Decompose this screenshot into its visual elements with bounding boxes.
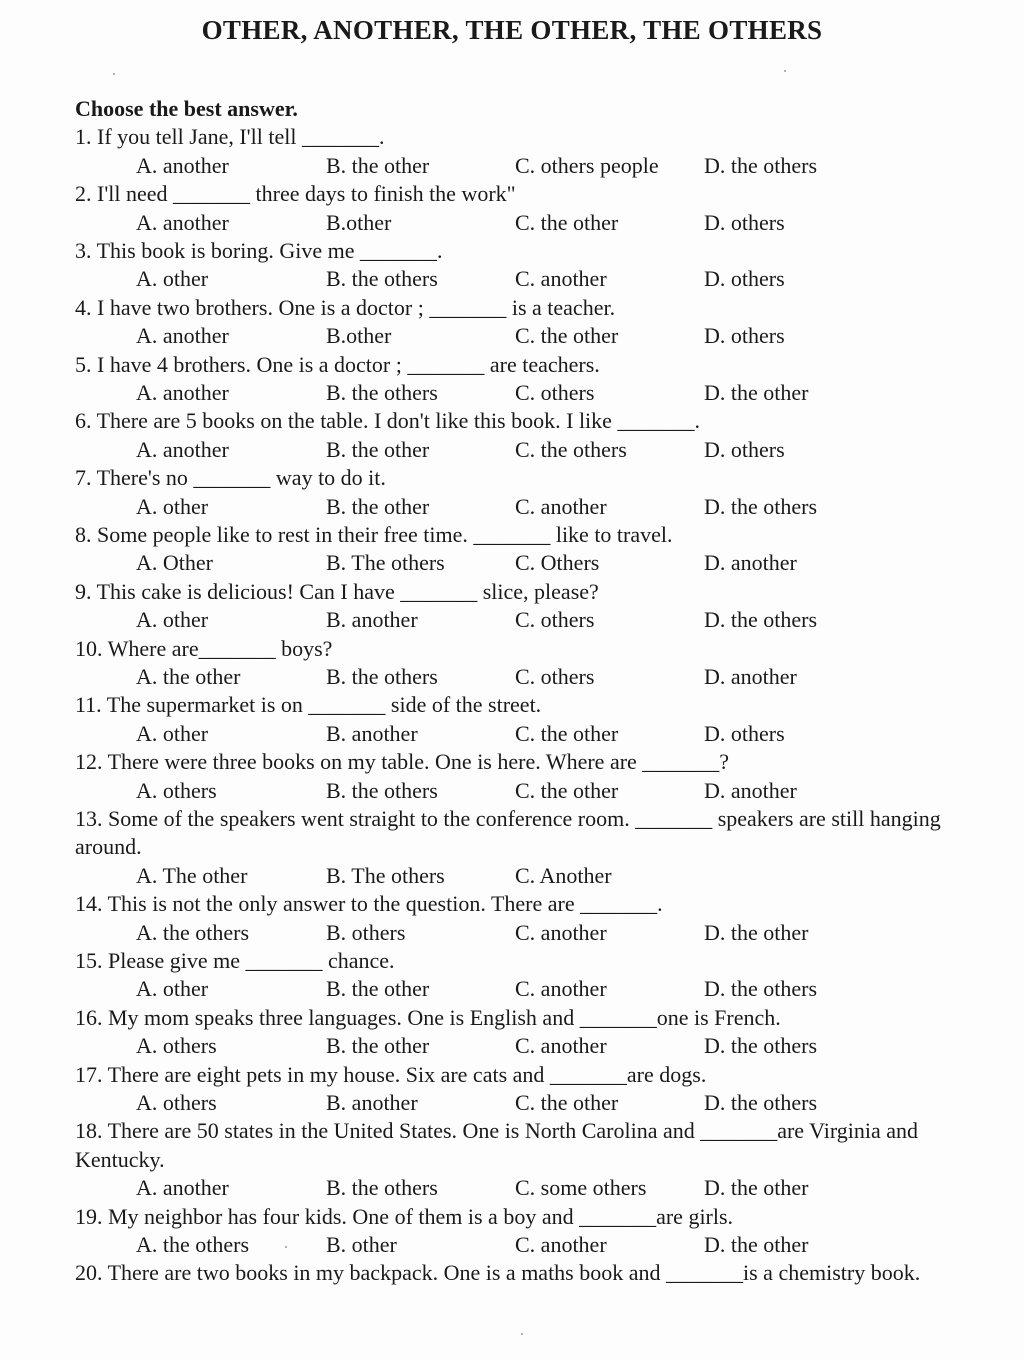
option-d: D. another bbox=[704, 663, 797, 689]
option-c: C. others bbox=[515, 663, 595, 689]
option-a: A. others bbox=[136, 1089, 217, 1115]
question-item bbox=[75, 123, 985, 180]
page-title: OTHER, ANOTHER, THE OTHER, THE OTHERS bbox=[201, 15, 823, 45]
option-b: B. the others bbox=[326, 663, 438, 689]
option-b: B. another bbox=[326, 1089, 418, 1115]
option-d: D. the others bbox=[704, 152, 818, 178]
option-d: D. another bbox=[704, 550, 797, 576]
option-c: C. another bbox=[515, 493, 607, 519]
option-b: B. another bbox=[326, 607, 418, 633]
question-item bbox=[75, 180, 985, 237]
option-c: C. the other bbox=[515, 209, 619, 235]
scan-speck bbox=[521, 1333, 523, 1335]
question-item bbox=[75, 521, 985, 578]
scan-speck bbox=[285, 1246, 287, 1248]
question-item bbox=[75, 464, 985, 521]
option-b: B. other bbox=[326, 1231, 397, 1257]
answer-options bbox=[75, 549, 985, 577]
option-d: D. the other bbox=[704, 1231, 809, 1257]
answer-options bbox=[75, 493, 985, 521]
option-a: A. The other bbox=[136, 862, 248, 888]
option-d: D. others bbox=[704, 720, 785, 746]
option-d: D. the others bbox=[704, 976, 818, 1002]
option-a: A. the others bbox=[136, 919, 250, 945]
option-d: D. the others bbox=[704, 493, 818, 519]
question-text: 13. Some of the speakers went straight to the conference room. _______ speakers are still hanging around. bbox=[75, 805, 941, 860]
question-text: 5. I have 4 brothers. One is a doctor ; _______ are teachers. bbox=[75, 351, 600, 377]
question-item bbox=[75, 691, 985, 748]
option-d: D. the others bbox=[704, 607, 818, 633]
answer-options bbox=[75, 1089, 985, 1117]
option-c: C. the other bbox=[515, 323, 619, 349]
option-b: B. the other bbox=[326, 493, 430, 519]
option-b: B.other bbox=[326, 323, 392, 349]
question-item bbox=[75, 1259, 985, 1287]
answer-options bbox=[75, 265, 985, 293]
option-a: A. Other bbox=[136, 550, 213, 576]
option-c: C. others bbox=[515, 607, 595, 633]
option-b: B. the other bbox=[326, 436, 430, 462]
option-a: A. others bbox=[136, 1033, 217, 1059]
option-c: C. another bbox=[515, 919, 607, 945]
answer-options bbox=[75, 720, 985, 748]
option-d: D. others bbox=[704, 323, 785, 349]
question-item bbox=[75, 294, 985, 351]
worksheet bbox=[75, 95, 985, 1288]
question-item bbox=[75, 748, 985, 805]
option-d: D. others bbox=[704, 436, 785, 462]
option-a: A. other bbox=[136, 607, 209, 633]
question-item bbox=[75, 1004, 985, 1061]
option-a: A. another bbox=[136, 323, 229, 349]
question-text: 11. The supermarket is on _______ side of the street. bbox=[75, 692, 542, 718]
question-item bbox=[75, 635, 985, 692]
option-a: A. another bbox=[136, 209, 229, 235]
question-item bbox=[75, 1203, 985, 1260]
question-text: 4. I have two brothers. One is a doctor ; _______ is a teacher. bbox=[75, 294, 616, 320]
option-d: D. others bbox=[704, 266, 785, 292]
question-item bbox=[75, 237, 985, 294]
option-c: C. another bbox=[515, 1231, 607, 1257]
option-a: A. another bbox=[136, 152, 229, 178]
option-c: C. the others bbox=[515, 436, 627, 462]
option-b: B. the others bbox=[326, 266, 438, 292]
answer-options bbox=[75, 862, 985, 890]
option-b: B. others bbox=[326, 919, 406, 945]
question-item bbox=[75, 805, 985, 890]
option-b: B. The others bbox=[326, 862, 445, 888]
question-text: 1. If you tell Jane, I'll tell _______. bbox=[75, 124, 385, 150]
scan-speck bbox=[784, 70, 786, 72]
option-b: B. the others bbox=[326, 1175, 438, 1201]
question-text: 10. Where are_______ boys? bbox=[75, 635, 333, 661]
option-b: B. the others bbox=[326, 379, 438, 405]
option-d: D. the other bbox=[704, 919, 809, 945]
option-c: C. the other bbox=[515, 777, 619, 803]
question-text: 7. There's no _______ way to do it. bbox=[75, 465, 386, 491]
question-text: 15. Please give me _______ chance. bbox=[75, 947, 395, 973]
option-c: C. Another bbox=[515, 862, 612, 888]
answer-options bbox=[75, 1174, 985, 1202]
option-c: C. some others bbox=[515, 1175, 647, 1201]
option-a: A. other bbox=[136, 266, 209, 292]
option-a: A. other bbox=[136, 493, 209, 519]
question-text: 18. There are 50 states in the United States. One is North Carolina and _______are Virginia and Kentucky. bbox=[75, 1118, 919, 1172]
option-c: C. another bbox=[515, 1033, 607, 1059]
instruction: Choose the best answer. bbox=[75, 96, 298, 121]
scan-speck bbox=[113, 73, 115, 75]
question-text: 12. There were three books on my table. One is here. Where are _______? bbox=[75, 749, 730, 775]
question-item bbox=[75, 1117, 985, 1202]
option-a: A. others bbox=[136, 777, 217, 803]
option-a: A. the others bbox=[136, 1231, 250, 1257]
question-text: 8. Some people like to rest in their free time. _______ like to travel. bbox=[75, 521, 673, 547]
option-a: A. another bbox=[136, 1175, 229, 1201]
option-c: C. others people bbox=[515, 152, 659, 178]
option-d: D. the other bbox=[704, 1175, 809, 1201]
answer-options bbox=[75, 322, 985, 350]
answer-options bbox=[75, 606, 985, 634]
question-item bbox=[75, 1061, 985, 1118]
option-a: A. another bbox=[136, 379, 229, 405]
answer-options bbox=[75, 209, 985, 237]
option-a: A. other bbox=[136, 720, 209, 746]
option-a: A. the other bbox=[136, 663, 241, 689]
option-c: C. others bbox=[515, 379, 595, 405]
option-d: D. another bbox=[704, 777, 797, 803]
answer-options bbox=[75, 975, 985, 1003]
option-d: D. others bbox=[704, 209, 785, 235]
option-d: D. the others bbox=[704, 1089, 818, 1115]
answer-options bbox=[75, 663, 985, 691]
question-text: 6. There are 5 books on the table. I don't like this book. I like _______. bbox=[75, 408, 700, 434]
option-c: C. the other bbox=[515, 720, 619, 746]
question-list bbox=[75, 123, 985, 1287]
answer-options bbox=[75, 777, 985, 805]
option-b: B. another bbox=[326, 720, 418, 746]
option-d: D. the other bbox=[704, 379, 809, 405]
question-item bbox=[75, 890, 985, 947]
answer-options bbox=[75, 436, 985, 464]
question-text: 2. I'll need _______ three days to finish the work" bbox=[75, 181, 516, 207]
answer-options bbox=[75, 379, 985, 407]
option-c: C. another bbox=[515, 976, 607, 1002]
option-c: C. another bbox=[515, 266, 607, 292]
option-b: B. The others bbox=[326, 550, 445, 576]
option-d: D. the others bbox=[704, 1033, 818, 1059]
option-a: A. another bbox=[136, 436, 229, 462]
answer-options bbox=[75, 1032, 985, 1060]
option-a: A. other bbox=[136, 976, 209, 1002]
option-c: C. the other bbox=[515, 1089, 619, 1115]
option-b: B. the other bbox=[326, 152, 430, 178]
question-text: 16. My mom speaks three languages. One is English and _______one is French. bbox=[75, 1004, 781, 1030]
question-text: 3. This book is boring. Give me _______. bbox=[75, 237, 443, 263]
question-text: 19. My neighbor has four kids. One of them is a boy and _______are girls. bbox=[75, 1203, 734, 1229]
option-c: C. Others bbox=[515, 550, 600, 576]
question-item bbox=[75, 351, 985, 408]
option-b: B.other bbox=[326, 209, 392, 235]
question-item bbox=[75, 578, 985, 635]
question-text: 20. There are two books in my backpack. One is a maths book and _______is a chemistry book. bbox=[75, 1260, 921, 1286]
option-b: B. the other bbox=[326, 976, 430, 1002]
question-text: 9. This cake is delicious! Can I have _______ slice, please? bbox=[75, 578, 599, 604]
question-item bbox=[75, 947, 985, 1004]
answer-options bbox=[75, 152, 985, 180]
question-text: 14. This is not the only answer to the question. There are _______. bbox=[75, 891, 663, 917]
option-b: B. the other bbox=[326, 1033, 430, 1059]
question-item bbox=[75, 407, 985, 464]
question-text: 17. There are eight pets in my house. Six are cats and _______are dogs. bbox=[75, 1061, 707, 1087]
option-b: B. the others bbox=[326, 777, 438, 803]
answer-options bbox=[75, 919, 985, 947]
answer-options bbox=[75, 1231, 985, 1259]
